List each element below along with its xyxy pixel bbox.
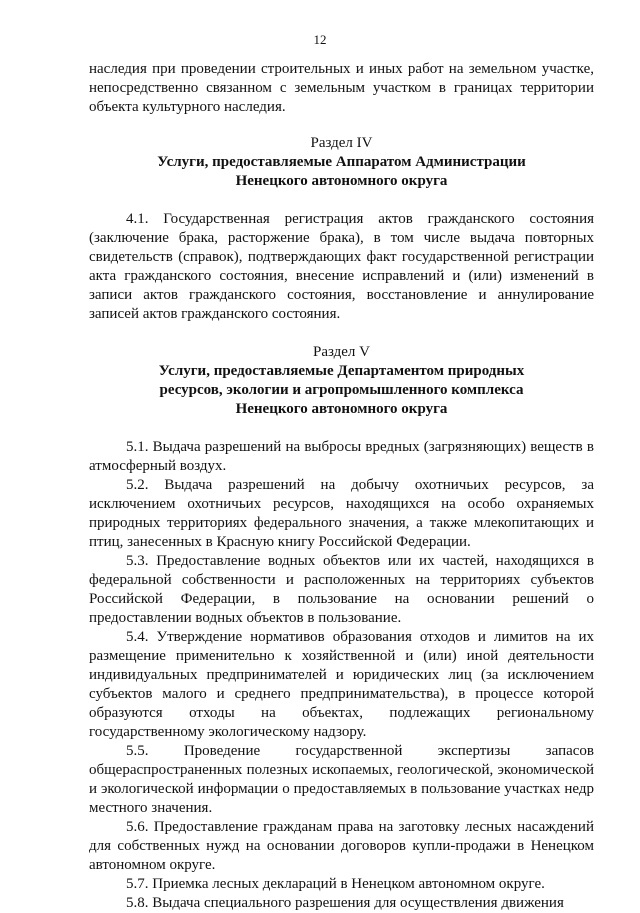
section-4-title-line-1: Услуги, предоставляемые Аппаратом Администрации [157,154,526,170]
intro-paragraph: наследия при проведении строительных и иных работ на земельном участке, непосредственно связанном с земельным участком в границах территории объекта культурного наследия. [89,61,594,115]
item-4-1: 4.1. Государственная регистрация актов гражданского состояния (заключение брака, расторжение брака), в том числе выдача повторных свидетельств (справок), подтверждающих факт государственной регистрации акта гражданского состояния, внесение исправлений и (или) изменений в записи актов гражданского состояния, восстановление и аннулирование записей актов гражданского состояния. [89,211,594,322]
page-number: 12 [313,32,327,47]
section-5-title-line-1: Услуги, предоставляемые Департаментом природных [158,363,525,379]
item-5-2: 5.2. Выдача разрешений на добычу охотничьих ресурсов, за исключением охотничьих ресурсов, находящихся на особо охраняемых природных территориях федерального значения, а также млекопитающих и птиц, занесенных в Красную книгу Российской Федерации. [89,477,594,550]
section-5-title-line-3: Ненецкого автономного округа [235,401,448,417]
section-5-heading: Раздел V [312,344,370,360]
document-body [89,60,594,913]
item-5-4: 5.4. Утверждение нормативов образования отходов и лимитов на их размещение применительно к хозяйственной и (или) иной деятельности индивидуальных предпринимателей и юридических лиц (за исключением субъектов малого и среднего предпринимательства), в процессе которой образуются отходы на объектах, подлежащих региональному государственному экологическому надзору. [89,629,594,740]
item-5-6: 5.6. Предоставление гражданам права на заготовку лесных насаждений для собственных нужд на основании договоров купли-продажи в Ненецком автономном округе. [89,819,594,873]
item-5-3: 5.3. Предоставление водных объектов или их частей, находящихся в федеральной собственности и расположенных на территориях субъектов Российской Федерации, в пользование на основании решений о предоставлении водных объектов в пользование. [89,553,594,626]
item-5-5: 5.5. Проведение государственной экспертизы запасов общераспространенных полезных ископаемых, геологической, экономической и экологической информации о предоставляемых в пользование участках недр местного значения. [89,743,594,816]
item-5-8: 5.8. Выдача специального разрешения для осуществления движения [126,895,564,911]
section-4-heading: Раздел IV [310,135,373,151]
section-5-title-line-2: ресурсов, экологии и агропромышленного комплекса [159,382,524,398]
item-5-1: 5.1. Выдача разрешений на выбросы вредных (загрязняющих) веществ в атмосферный воздух. [89,439,594,474]
section-4-title-line-2: Ненецкого автономного округа [235,173,448,189]
item-5-7: 5.7. Приемка лесных деклараций в Ненецком автономном округе. [126,876,545,892]
